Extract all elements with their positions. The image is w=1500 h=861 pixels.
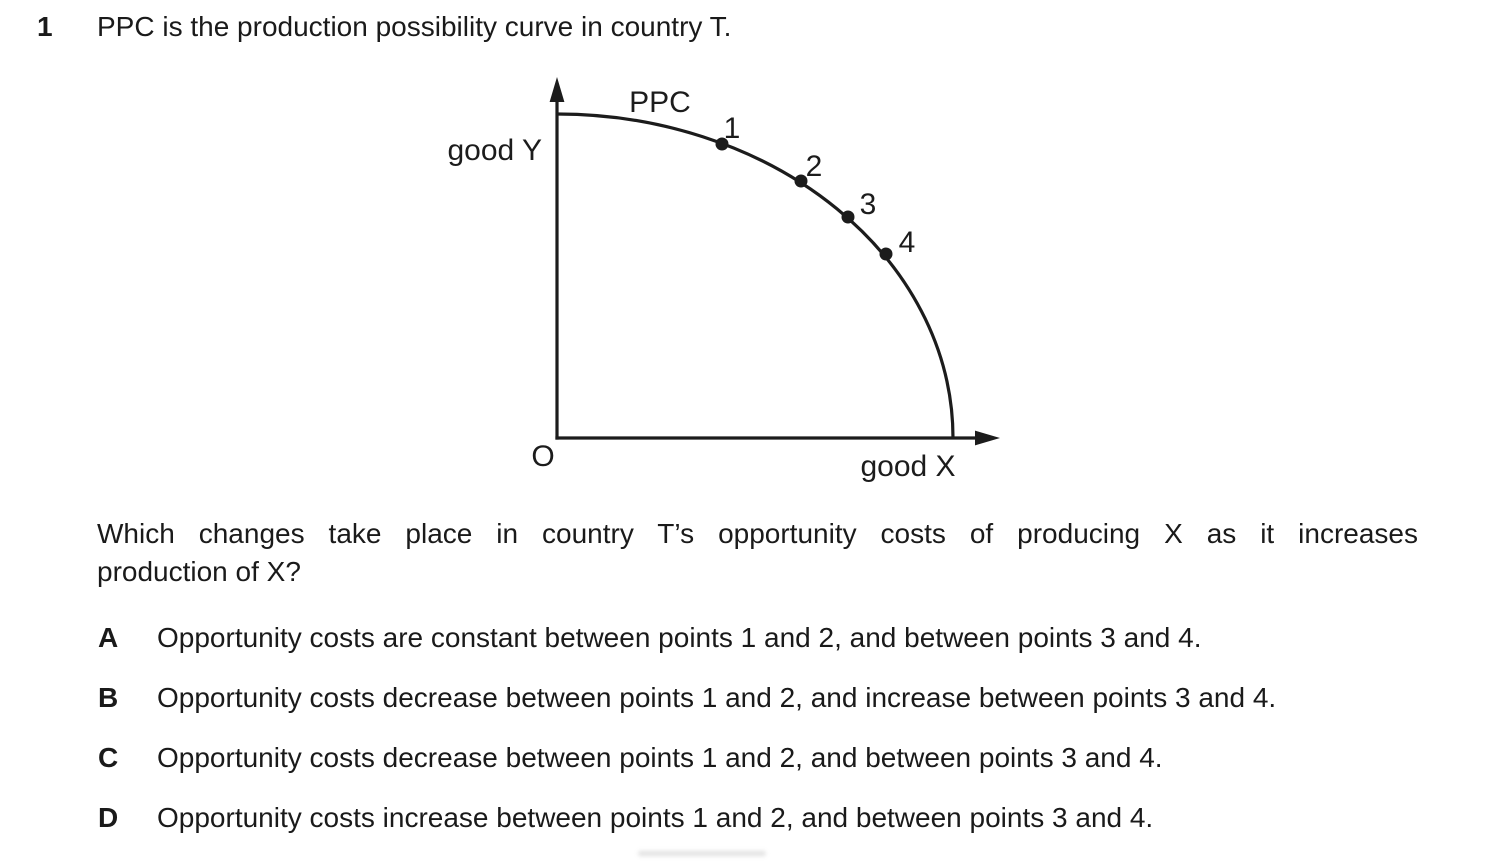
scan-artifact bbox=[638, 851, 766, 856]
ppc-curve-label: PPC bbox=[629, 86, 691, 119]
option-text: Opportunity costs decrease between points 1 and 2, and increase between points 3 and 4. bbox=[157, 682, 1277, 713]
answer-option-c bbox=[98, 741, 1458, 801]
question-prompt-line-1: Which changes take place in country T’s opportunity costs of producing X as it increases bbox=[97, 518, 1418, 549]
option-letter: A bbox=[98, 622, 119, 653]
answer-option-b bbox=[98, 681, 1458, 741]
origin-label: O bbox=[531, 440, 555, 473]
point-4-label: 4 bbox=[898, 226, 916, 259]
answer-option-d bbox=[98, 801, 1458, 861]
option-letter: D bbox=[98, 802, 119, 833]
option-text: Opportunity costs decrease between points 1 and 2, and between points 3 and 4. bbox=[157, 742, 1163, 773]
question-stem: PPC is the production possibility curve in country T. bbox=[97, 11, 732, 42]
point-1-label: 1 bbox=[723, 112, 741, 145]
answer-options bbox=[98, 621, 1458, 861]
y-axis-label: good Y bbox=[447, 134, 542, 167]
point-2-label: 2 bbox=[805, 150, 823, 183]
x-axis-label: good X bbox=[860, 450, 956, 483]
point-4-dot bbox=[880, 248, 893, 261]
question-number: 1 bbox=[37, 11, 53, 42]
option-letter: B bbox=[98, 682, 119, 713]
point-3-label: 3 bbox=[859, 188, 877, 221]
y-axis-arrow-icon bbox=[550, 77, 565, 102]
point-3-dot bbox=[842, 211, 855, 224]
option-text: Opportunity costs increase between points 1 and 2, and between points 3 and 4. bbox=[157, 802, 1154, 833]
x-axis-arrow-icon bbox=[975, 431, 1000, 446]
question-prompt-line-2: production of X? bbox=[97, 556, 301, 587]
answer-option-a bbox=[98, 621, 1458, 681]
question-prompt bbox=[97, 515, 1418, 591]
ppc-diagram bbox=[400, 60, 1040, 505]
ppc-curve bbox=[557, 114, 953, 438]
option-text: Opportunity costs are constant between points 1 and 2, and between points 3 and 4. bbox=[157, 622, 1202, 653]
option-letter: C bbox=[98, 742, 119, 773]
